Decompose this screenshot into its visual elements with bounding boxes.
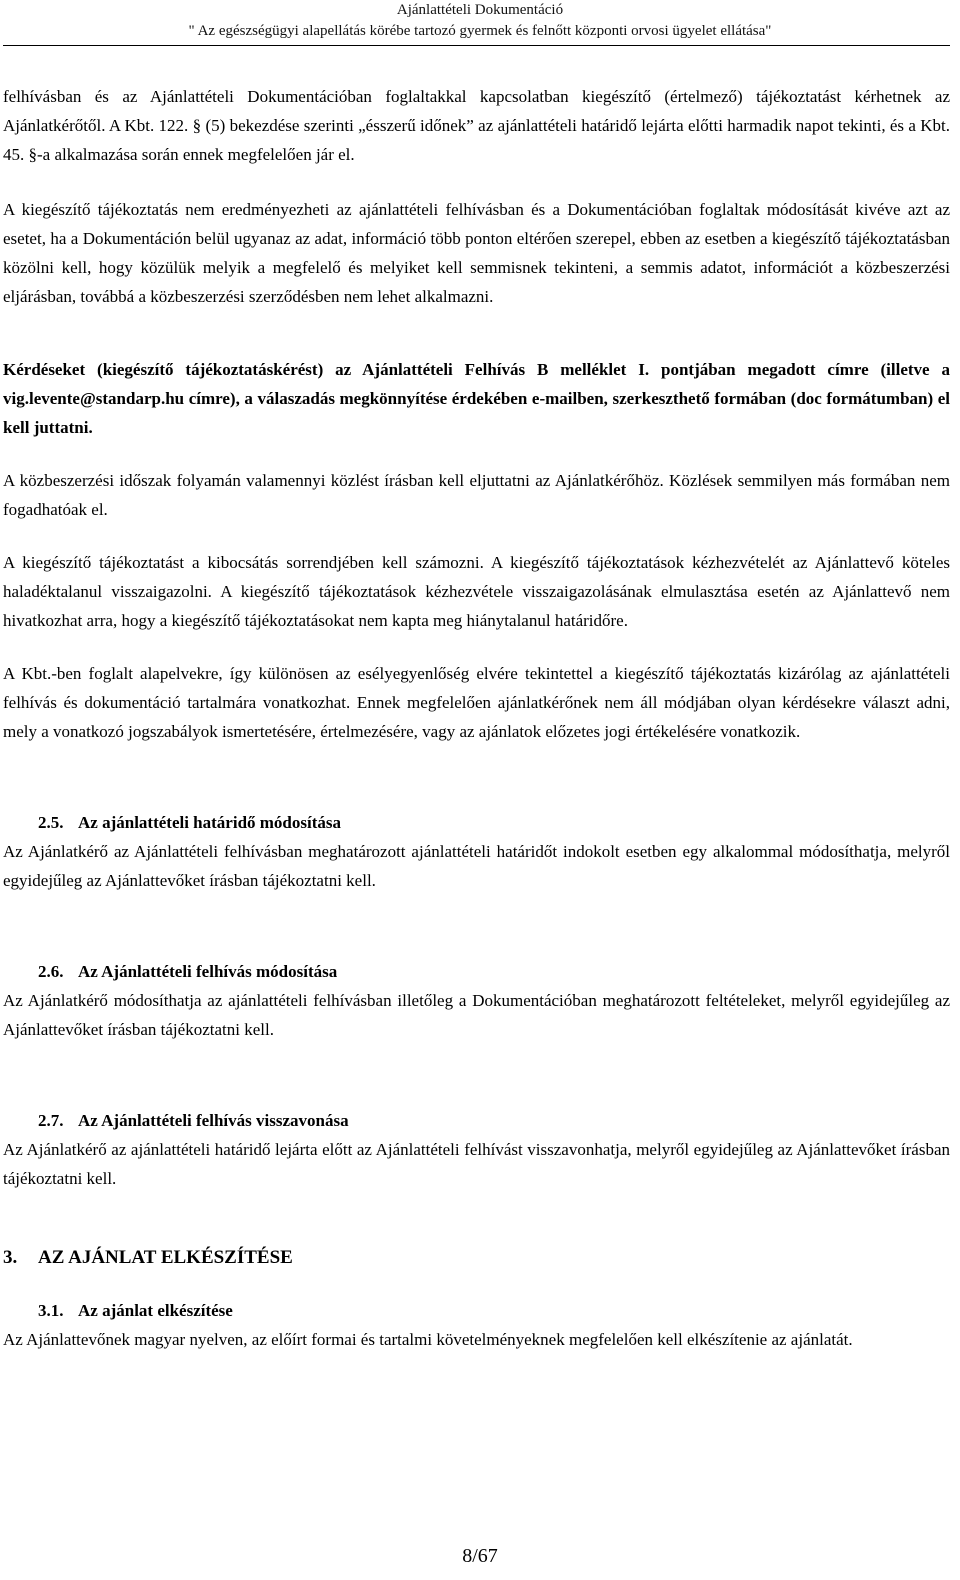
section-text: Az Ajánlattevőnek magyar nyelven, az előírt formai és tartalmi követelményeknek megfelelően kell elkészítenie az ajánlatát. (3, 1330, 853, 1349)
header-title: Ajánlattételi Dokumentáció (396, 2, 564, 18)
section-text: Az Ajánlatkérő az Ajánlattételi felhívásban meghatározott ajánlattételi határidőt indokolt esetben egy alkalommal módosíthatja, melyről egyidejűleg az Ajánlattevőket írásban tájékoztatni kell. (3, 842, 950, 890)
bold-paragraph: Kérdéseket (kiegészítő tájékoztatáskérést) az Ajánlattételi Felhívás B melléklet I. pontjában megadott címre (illetve a vig.levente@standarp.hu címre), a válaszadás megkönnyítése érdekében e-mailben, szerkeszthető formában (doc formátumban) el kell juttatni. (3, 360, 950, 437)
paragraph: A közbeszerzési időszak folyamán valamennyi közlést írásban kell eljuttatni az Ajánlatkérőhöz. Közlések semmilyen más formában nem fogadhatóak el. (3, 471, 950, 519)
section-text: Az Ajánlatkérő az ajánlattételi határidő lejárta előtt az Ajánlattételi felhívást visszavonhatja, melyről egyidejűleg az Ajánlattevőket írásban tájékoztatni kell. (3, 1140, 950, 1188)
section-heading-2-6 (3, 957, 950, 986)
section-title: Az ajánlat elkészítése (78, 1301, 233, 1320)
paragraph: A Kbt.-ben foglalt alapelvekre, így különösen az esélyegyenlőség elvére tekintettel a kiegészítő tájékoztatás kizárólag az ajánlattételi felhívás és dokumentáció tartalmára vonatkozhat. Ennek megfelelően ajánlatkérőnek nem áll módjában olyan kérdésekre választ adni, mely a vonatkozó jogszabályok ismertetésére, értelmezésére, vagy az ajánlatok előzetes jogi értékelésére vonatkozik. (3, 664, 950, 741)
section-title: Az Ajánlattételi felhívás visszavonása (78, 1111, 349, 1130)
section-title: Az ajánlattételi határidő módosítása (78, 813, 342, 832)
page-number: 8/67 (462, 1545, 498, 1567)
section-heading-2-7 (3, 1106, 950, 1135)
section-number: 2.5. (38, 813, 64, 832)
section-number: 2.7. (38, 1111, 64, 1130)
header-subtitle: " Az egészségügyi alapellátás körébe tartozó gyermek és felnőtt központi orvosi ügyelet ellátása" (188, 23, 772, 39)
paragraph: A kiegészítő tájékoztatás nem eredményezheti az ajánlattételi felhívásban és a Dokumentációban foglaltak módosítását kivéve azt az esetet, ha a Dokumentáción belül ugyanaz az adat, információ több ponton eltérően szerepel, ebben az esetben a kiegészítő tájékoztatásban közölni kell, hogy közülük melyik a megfelelő és melyiket kell semmisnek tekinteni, a semmis adatot, információt a közbeszerzési eljárásban, továbbá a közbeszerzési szerződésben nem lehet alkalmazni. (3, 200, 950, 306)
section-heading-3-1 (3, 1296, 950, 1325)
page-header (0, 0, 960, 42)
chapter-title: AZ AJÁNLAT ELKÉSZÍTÉSE (38, 1247, 293, 1268)
paragraph: felhívásban és az Ajánlattételi Dokumentációban foglaltakkal kapcsolatban kiegészítő (értelmező) tájékoztatást kérhetnek az Ajánlatkérőtől. A Kbt. 122. § (5) bekezdése szerinti „ésszerű időnek” az ajánlattételi határidő lejárta előtti harmadik napot tekinti, és a Kbt. 45. §-a alkalmazása során ennek megfelelően jár el. (3, 87, 950, 164)
section-number: 2.6. (38, 962, 64, 981)
section-title: Az Ajánlattételi felhívás módosítása (78, 962, 338, 981)
section-text: Az Ajánlatkérő módosíthatja az ajánlattételi felhívásban illetőleg a Dokumentációban meghatározott feltételeket, melyről egyidejűleg az Ajánlattevőket írásban tájékoztatni kell. (3, 991, 950, 1039)
header-rule (3, 45, 950, 46)
document-body (3, 82, 950, 1354)
section-heading-2-5 (3, 808, 950, 837)
section-number: 3.1. (38, 1301, 64, 1320)
paragraph: A kiegészítő tájékoztatást a kibocsátás sorrendjében kell számozni. A kiegészítő tájékoztatások kézhezvételét az Ajánlattevő köteles haladéktalanul visszaigazolni. A kiegészítő tájékoztatások kézhezvétele visszaigazolásának elmulasztása esetén az Ajánlattevő nem hivatkozhat arra, hogy a kiegészítő tájékoztatásokat nem kapta meg hiánytalanul határidőre. (3, 553, 950, 630)
chapter-number: 3. (3, 1247, 18, 1268)
chapter-heading-3 (3, 1243, 950, 1272)
